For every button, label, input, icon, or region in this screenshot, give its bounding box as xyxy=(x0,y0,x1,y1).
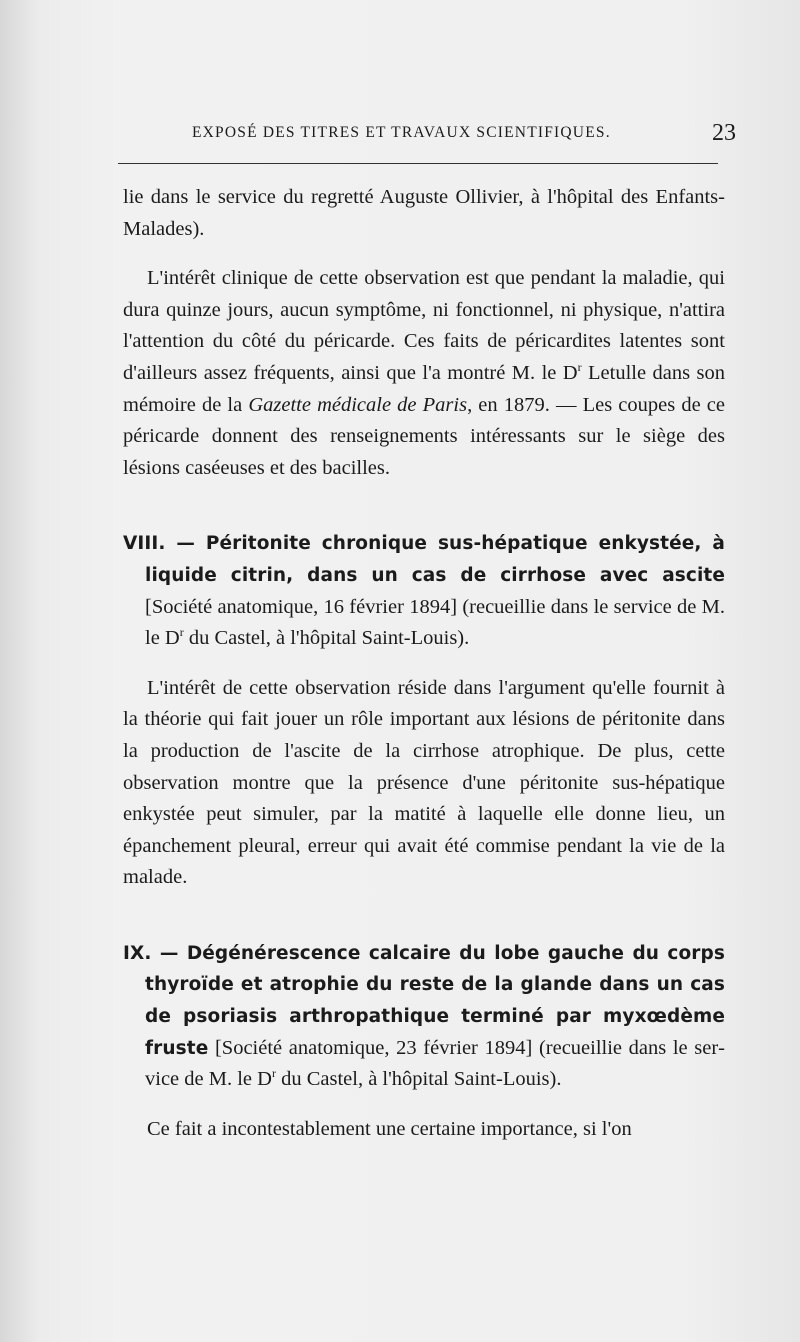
paragraph-continuation: lie dans le service du regretté Auguste Ollivier, à l'hôpital des Enfants-Malades). xyxy=(123,186,725,240)
section-ix: IX. — Dégénérescence calcaire du lobe gauche du corps thyroïde et atrophie du reste de la glande dans un cas de psoriasis arthropathique terminé par myxœdème fruste [Société anatomique, 23 février 1894] (recueillie dans le service de M. le $D^r$ du Castel, à l'hôpital Saint-Louis). xyxy=(123,942,725,1091)
header-title: EXPOSÉ DES TITRES ET TRAVAUX SCIENTIFIQUES. xyxy=(192,124,611,141)
section-viii-heading: VIII. — Péritonite chronique sus-hépatique enkystée, à liquide citrin, dans un cas de cirrhose avec ascite xyxy=(123,533,725,586)
page-number: 23 xyxy=(712,120,736,146)
running-header xyxy=(148,120,736,150)
paragraph-observation-interest: L'intérêt de cette observation réside dans l'argument qu'elle fournit à la théorie qui fait jouer un rôle important aux lésions de péritonite dans la production de l'ascite de la cirrhose atrophique. De plus, cette observation montre que la présence d'une péritonite sus-hépatique enkystée peut simuler, par la matité à laquelle elle donne lieu, un épanchement pleural, erreur qui avait été commise pendant la vie de la malade. xyxy=(123,676,725,889)
header-rule xyxy=(118,163,718,164)
section-viii: VIII. — Péritonite chronique sus-hépatique enkystée, à liquide citrin, dans un cas de cirrhose avec ascite [Société anatomique, 16 février 1894] (recueillie dans le service de M. le $D^r$ du Castel, à l'hôpital Saint-Louis). xyxy=(123,533,725,650)
body-text xyxy=(123,182,725,1145)
section-ix-heading: IX. — Dégénérescence calcaire du lobe gauche du corps thyroïde et atrophie du reste de la glande dans un cas de psoriasis arthropathique terminé par myxœdème fruste xyxy=(123,942,725,1059)
paragraph-clinical-interest: L'intérêt clinique de cette observation est que pendant la maladie, qui dura quinze jours, aucun symptôme, ni fonctionnel, ni physique, n'attira l'attention du côté du péricarde. Ces faits de péricardites latentes sont d'ailleurs assez fréquents, ainsi que l'a montré M. le $D^r$ Letulle dans son mémoire de la Gazette médicale de Paris, en 1879. — Les coupes de ce péricarde donnent des renseignements intéressants sur le siège des lésions caséeuses et des bacilles. xyxy=(123,267,725,479)
journal-title: Gazette médicale de Paris xyxy=(248,393,468,416)
paragraph-final: Ce fait a incontestablement une certaine importance, si l'on xyxy=(147,1117,632,1140)
